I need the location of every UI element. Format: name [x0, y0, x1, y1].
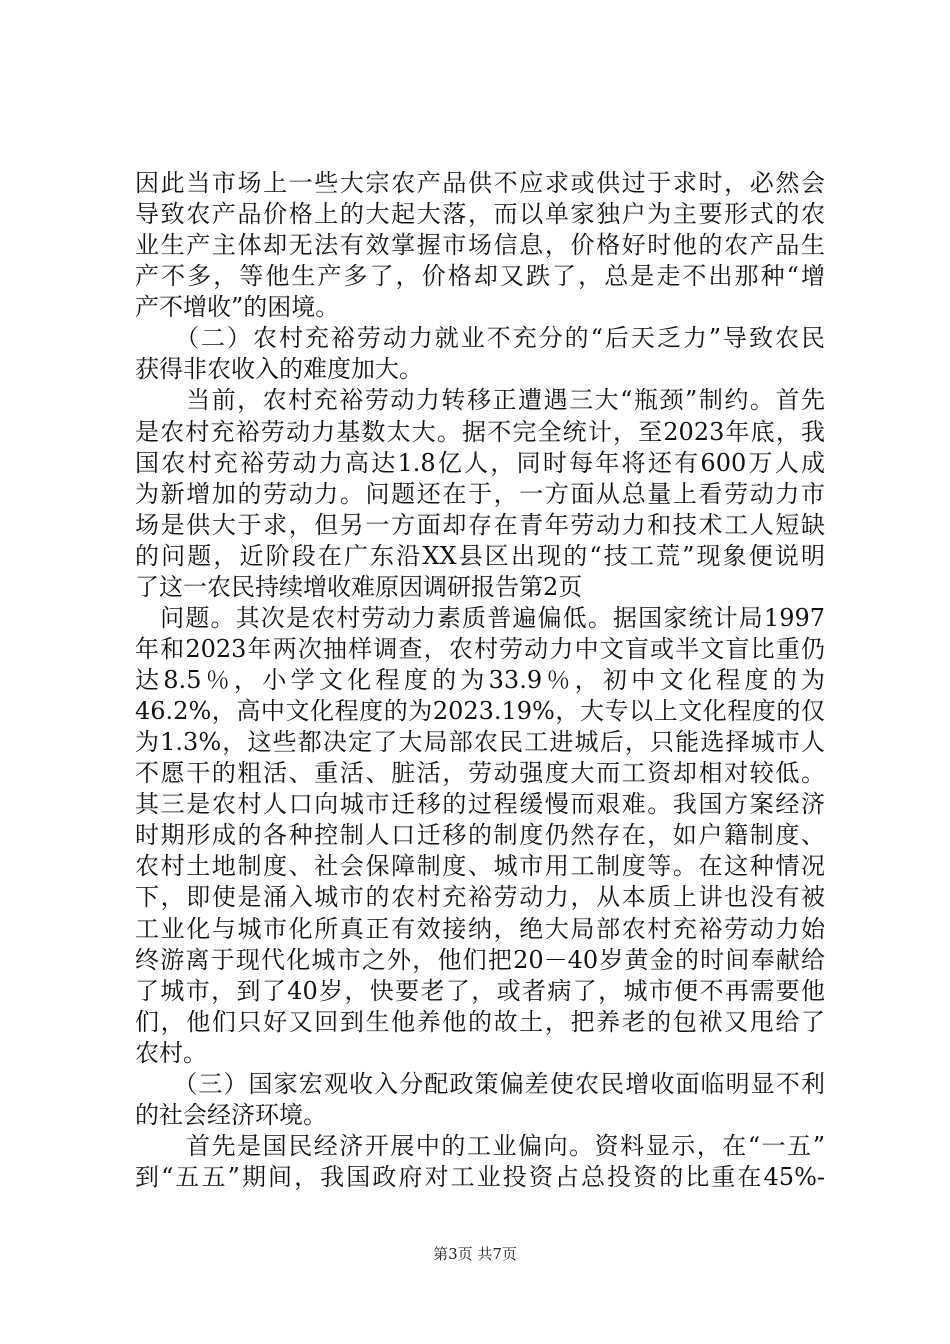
text-line: 产不多，等他生产多了，价格却又跌了，总是走不出那种“增: [135, 262, 825, 290]
text-line: （三）国家宏观收入分配政策偏差使农民增收面临明显不利: [135, 1070, 825, 1098]
text-line: 工业化与城市化所真正有效接纳，绝大局部农村充裕劳动力始: [135, 915, 825, 943]
text-line: 其三是农村人口向城市迁移的过程缓慢而艰难。我国方案经济: [135, 790, 825, 818]
text-line: 业生产主体却无法有效掌握市场信息，价格好时他的农产品生: [135, 231, 825, 259]
text-line: 达8.5％，小学文化程度的为33.9％，初中文化程度的为: [135, 666, 825, 694]
text-line: 下，即使是涌入城市的农村充裕劳动力，从本质上讲也没有被: [135, 883, 825, 911]
text-line: 首先是国民经济开展中的工业偏向。资料显示，在“一五”: [135, 1132, 825, 1160]
text-line: 为1.3%，这些都决定了大局部农民工进城后，只能选择城市人: [135, 728, 825, 756]
text-line: 导致农产品价格上的大起大落，而以单家独户为主要形式的农: [135, 200, 825, 228]
text-line: 终游离于现代化城市之外，他们把20－40岁黄金的时间奉献给: [135, 946, 825, 974]
text-line: 国农村充裕劳动力高达1.8亿人，同时每年将还有600万人成: [135, 449, 825, 477]
text-line: 当前，农村充裕劳动力转移正遭遇三大“瓶颈”制约。首先: [135, 386, 825, 414]
text-line: 因此当市场上一些大宗农产品供不应求或供过于求时，必然会: [135, 169, 825, 197]
page-footer: 第3页 共7页: [433, 1245, 517, 1263]
text-line: 了城市，到了40岁，快要老了，或者病了，城市便不再需要他: [135, 977, 825, 1005]
text-line: 农村土地制度、社会保障制度、城市用工制度等。在这种情况: [135, 852, 825, 880]
text-line: 问题。其次是农村劳动力素质普遍偏低。据国家统计局1997: [135, 604, 825, 632]
text-line: 农村。: [135, 1039, 207, 1067]
text-line: 时期形成的各种控制人口迁移的制度仍然存在，如户籍制度、: [135, 821, 825, 849]
text-line: 的问题，近阶段在广东沿XX县区出现的“技工荒”现象便说明: [135, 542, 825, 570]
text-line: 的社会经济环境。: [135, 1101, 327, 1129]
text-line: 了这一农民持续增收难原因调研报告第2页: [135, 573, 583, 601]
text-line: 为新增加的劳动力。问题还在于，一方面从总量上看劳动力市: [135, 480, 825, 508]
text-line: 们，他们只好又回到生他养他的故土，把养老的包袱又甩给了: [135, 1008, 825, 1036]
text-line: 场是供大于求，但另一方面却存在青年劳动力和技术工人短缺: [135, 511, 825, 539]
text-line: 不愿干的粗活、重活、脏活，劳动强度大而工资却相对较低。: [135, 759, 825, 787]
text-line: 是农村充裕劳动力基数太大。据不完全统计，至2023年底，我: [135, 418, 825, 446]
text-line: 产不增收”的困境。: [135, 293, 340, 321]
text-line: 46.2%，高中文化程度的为2023.19%，大专以上文化程度的仅: [135, 697, 825, 725]
text-line: 到“五五”期间，我国政府对工业投资占总投资的比重在45%-: [135, 1163, 825, 1191]
text-line: 获得非农收入的难度加大。: [135, 355, 423, 383]
text-line: 年和2023年两次抽样调查，农村劳动力中文盲或半文盲比重仍: [135, 635, 825, 663]
text-line: （二）农村充裕劳动力就业不充分的“后天乏力”导致农民: [135, 324, 825, 352]
